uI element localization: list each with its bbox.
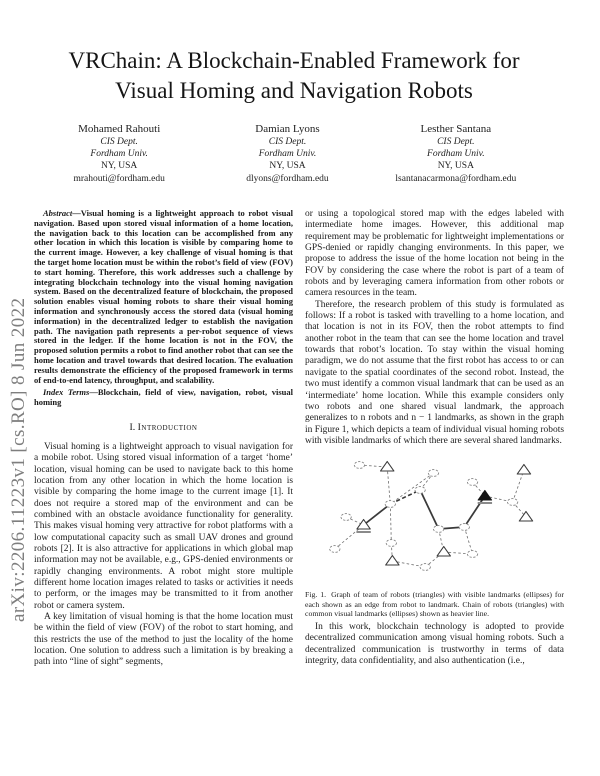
graph-edge <box>513 470 524 502</box>
graph-edge <box>464 527 472 554</box>
author-name: Mohamed Rahouti <box>78 123 161 135</box>
author-name: Damian Lyons <box>255 123 320 135</box>
author-name: Lesther Santana <box>420 123 492 135</box>
graph-edge <box>420 490 439 529</box>
right-paragraph-2: Therefore, the research problem of this study is formulated as follows: If a robot is tasked with travelling to a home location, and that location is not in its FOV, then the robot attempts to find another robot in the team that can see the home location and travel towards that robot’s location. To stay within the visual homing paradigm, we do not assume that the first robot has access to or can navigate to the spatial coordinates of the second robot. Instead, the two must identify a common visual landmark that can be used as an ‘intermediate’ home location. While this example considers only two robots and one shared visual landmark, the approach generalizes to n robots and n − 1 landmarks, as shown in the graph in Figure 1, which depicts a team of individual visual homing robots with visible landmarks of which there are several shared landmarks. <box>305 299 564 446</box>
figure-caption-lead: Fig. 1. <box>305 590 327 600</box>
node-label-smudge <box>356 531 370 533</box>
landmark-ellipse-node <box>420 564 430 571</box>
body-columns <box>34 209 566 669</box>
landmark-ellipse-node <box>341 514 351 521</box>
author-card-3 <box>372 122 540 185</box>
author-email: lsantanacarmona@fordham.edu <box>395 174 517 184</box>
graph-edge <box>387 467 390 504</box>
right-paragraph-1: or using a topological stored map with the edges labeled with intermediate home images. However, this additional map requirement may be problematic for lightweight implementations or GPS-denied or rapidly changing environments. In this paper, we propose to address the issue of the home location not being in the FOV by considering the case where the robot is part of a team of robots and by leveraging camera information from other robots or camera resources in the team. <box>305 209 564 299</box>
index-terms-lead: Index Terms <box>43 387 90 398</box>
abstract-lead: Abstract <box>43 208 73 218</box>
arxiv-banner: arXiv:2206.11223v1 [cs.RO] 8 Jun 2022 <box>8 297 29 622</box>
graph-edge <box>390 504 391 543</box>
figure-1 <box>305 457 564 618</box>
abstract-text: —Visual homing is a lightweight approach to robot visual navigation. Based upon stored visual information of a home location, the navigation back to this location can be accomplished from any other location in which this location is visible by comparing home to the current image. However, a key challenge of visual homing is that the target home location must be within the robot’s field of view (FOV) to start homing. Therefore, this work addresses such a challenge by integrating blockchain technology into the visual homing navigation system. Based on the decentralized feature of blockchain, the proposed solution enables visual homing robots to share their visual homing information and synchronously access the stored data (visual homing information) in the decentralized ledger to establish the navigation path. The navigation path represents a per-robot sequence of views stored in the ledger. If the home location is not in the FOV, the proposed solution permits a robot to find another robot that can see the home location and travel towards that desired location. The evaluation results demonstrate the efficiency of the proposed framework in terms of end-to-end latency, throughput, and scalability. <box>34 208 293 385</box>
robot-triangle-node <box>437 547 450 557</box>
section-title: Introduction <box>137 421 198 433</box>
graph-edge <box>364 504 391 525</box>
abstract-paragraph <box>34 209 293 385</box>
robot-landmark-graph <box>305 457 564 581</box>
paper-title-line2: Visual Homing and Navigation Robots <box>115 78 473 103</box>
robot-triangle-node <box>381 462 394 472</box>
landmark-ellipse-node <box>433 526 443 533</box>
section-heading-introduction <box>34 422 293 433</box>
node-label-smudge <box>478 502 492 504</box>
landmark-ellipse-node <box>507 499 517 506</box>
robot-triangle-node <box>517 465 530 475</box>
author-location: NY, USA <box>269 161 306 171</box>
figure-caption-text: Graph of team of robots (triangles) with visible landmarks (ellipses) for each shown as an edge from robot to landmark. Chain of robots (triangles) with common visual landmarks (ellipses) shown as heavier line. <box>305 590 564 618</box>
intro-paragraph-2: A key limitation of visual homing is that the home location must be within the field of view (FOV) of the robot to start homing, and this restricts the use of the method to just the locality of the home location. One solution to address such a limitation is by breaking a path into “line of sight” segments, <box>34 612 293 668</box>
landmark-ellipse-node <box>467 479 477 486</box>
right-column <box>305 209 564 669</box>
landmark-ellipse-node <box>459 524 469 531</box>
author-block <box>35 122 540 185</box>
landmark-ellipse-node <box>386 540 396 547</box>
landmark-ellipse-node <box>385 501 395 508</box>
left-column <box>34 209 293 669</box>
paper-title <box>18 46 570 106</box>
index-terms-paragraph <box>34 388 293 408</box>
author-dept: CIS Dept. <box>268 137 307 147</box>
landmark-ellipse-node <box>415 487 425 494</box>
graph-edge <box>390 473 433 504</box>
section-number: I. <box>129 421 136 433</box>
landmark-ellipse-node <box>428 470 438 477</box>
author-card-1 <box>35 122 203 185</box>
robot-triangle-node <box>519 512 532 522</box>
intro-paragraph-1: Visual homing is a lightweight approach to visual navigation for a mobile robot. Using stored visual information of a target ‘home’ location, visual homing can be used to navigate back to this home location from any other location in which the home location is visible by comparing the home image to the current image [1]. It does not require a stored map of the environment and can be combined with an obstacle avoidance functionality for generality. This makes visual homing very attractive for robot platforms with a low computational capacity such as small UAV drones and ground robots [2]. It is also attractive for applications in which global map information may not be available, e.g., GPS-denied environments or rapidly changing environments. A robot might store multiple different home location images related to tasks or activities it needs to perform, or the images may be transmitted to it from another robot or camera system. <box>34 441 293 611</box>
landmark-ellipse-node <box>354 462 364 469</box>
author-location: NY, USA <box>437 161 474 171</box>
author-dept: CIS Dept. <box>100 137 138 147</box>
author-univ: Fordham Univ. <box>427 149 485 159</box>
author-univ: Fordham Univ. <box>90 149 148 159</box>
robot-triangle-node <box>386 556 399 566</box>
landmark-ellipse-node <box>467 551 477 558</box>
author-card-2 <box>203 122 371 185</box>
author-email: mrahouti@fordham.edu <box>73 174 165 184</box>
author-location: NY, USA <box>101 161 138 171</box>
index-terms-text: —Blockchain, field of view, navigation, robot, visual homing <box>34 387 293 408</box>
author-dept: CIS Dept. <box>437 137 475 147</box>
robot-triangle-node-dark <box>478 491 491 501</box>
landmark-ellipse-node <box>330 546 340 553</box>
figure-1-caption <box>305 590 564 618</box>
author-univ: Fordham Univ. <box>258 149 317 159</box>
right-paragraph-3: In this work, blockchain technology is adopted to provide decentralized communication among visual homing robots. Such a decentralized communication is trustworthy in terms of data integrity, data confidentiality, and also authentication (i.e., <box>305 622 564 667</box>
paper-title-line1: VRChain: A Blockchain-Enabled Framework for <box>68 48 520 73</box>
author-email: dlyons@fordham.edu <box>246 174 329 184</box>
graph-edge <box>464 496 485 527</box>
